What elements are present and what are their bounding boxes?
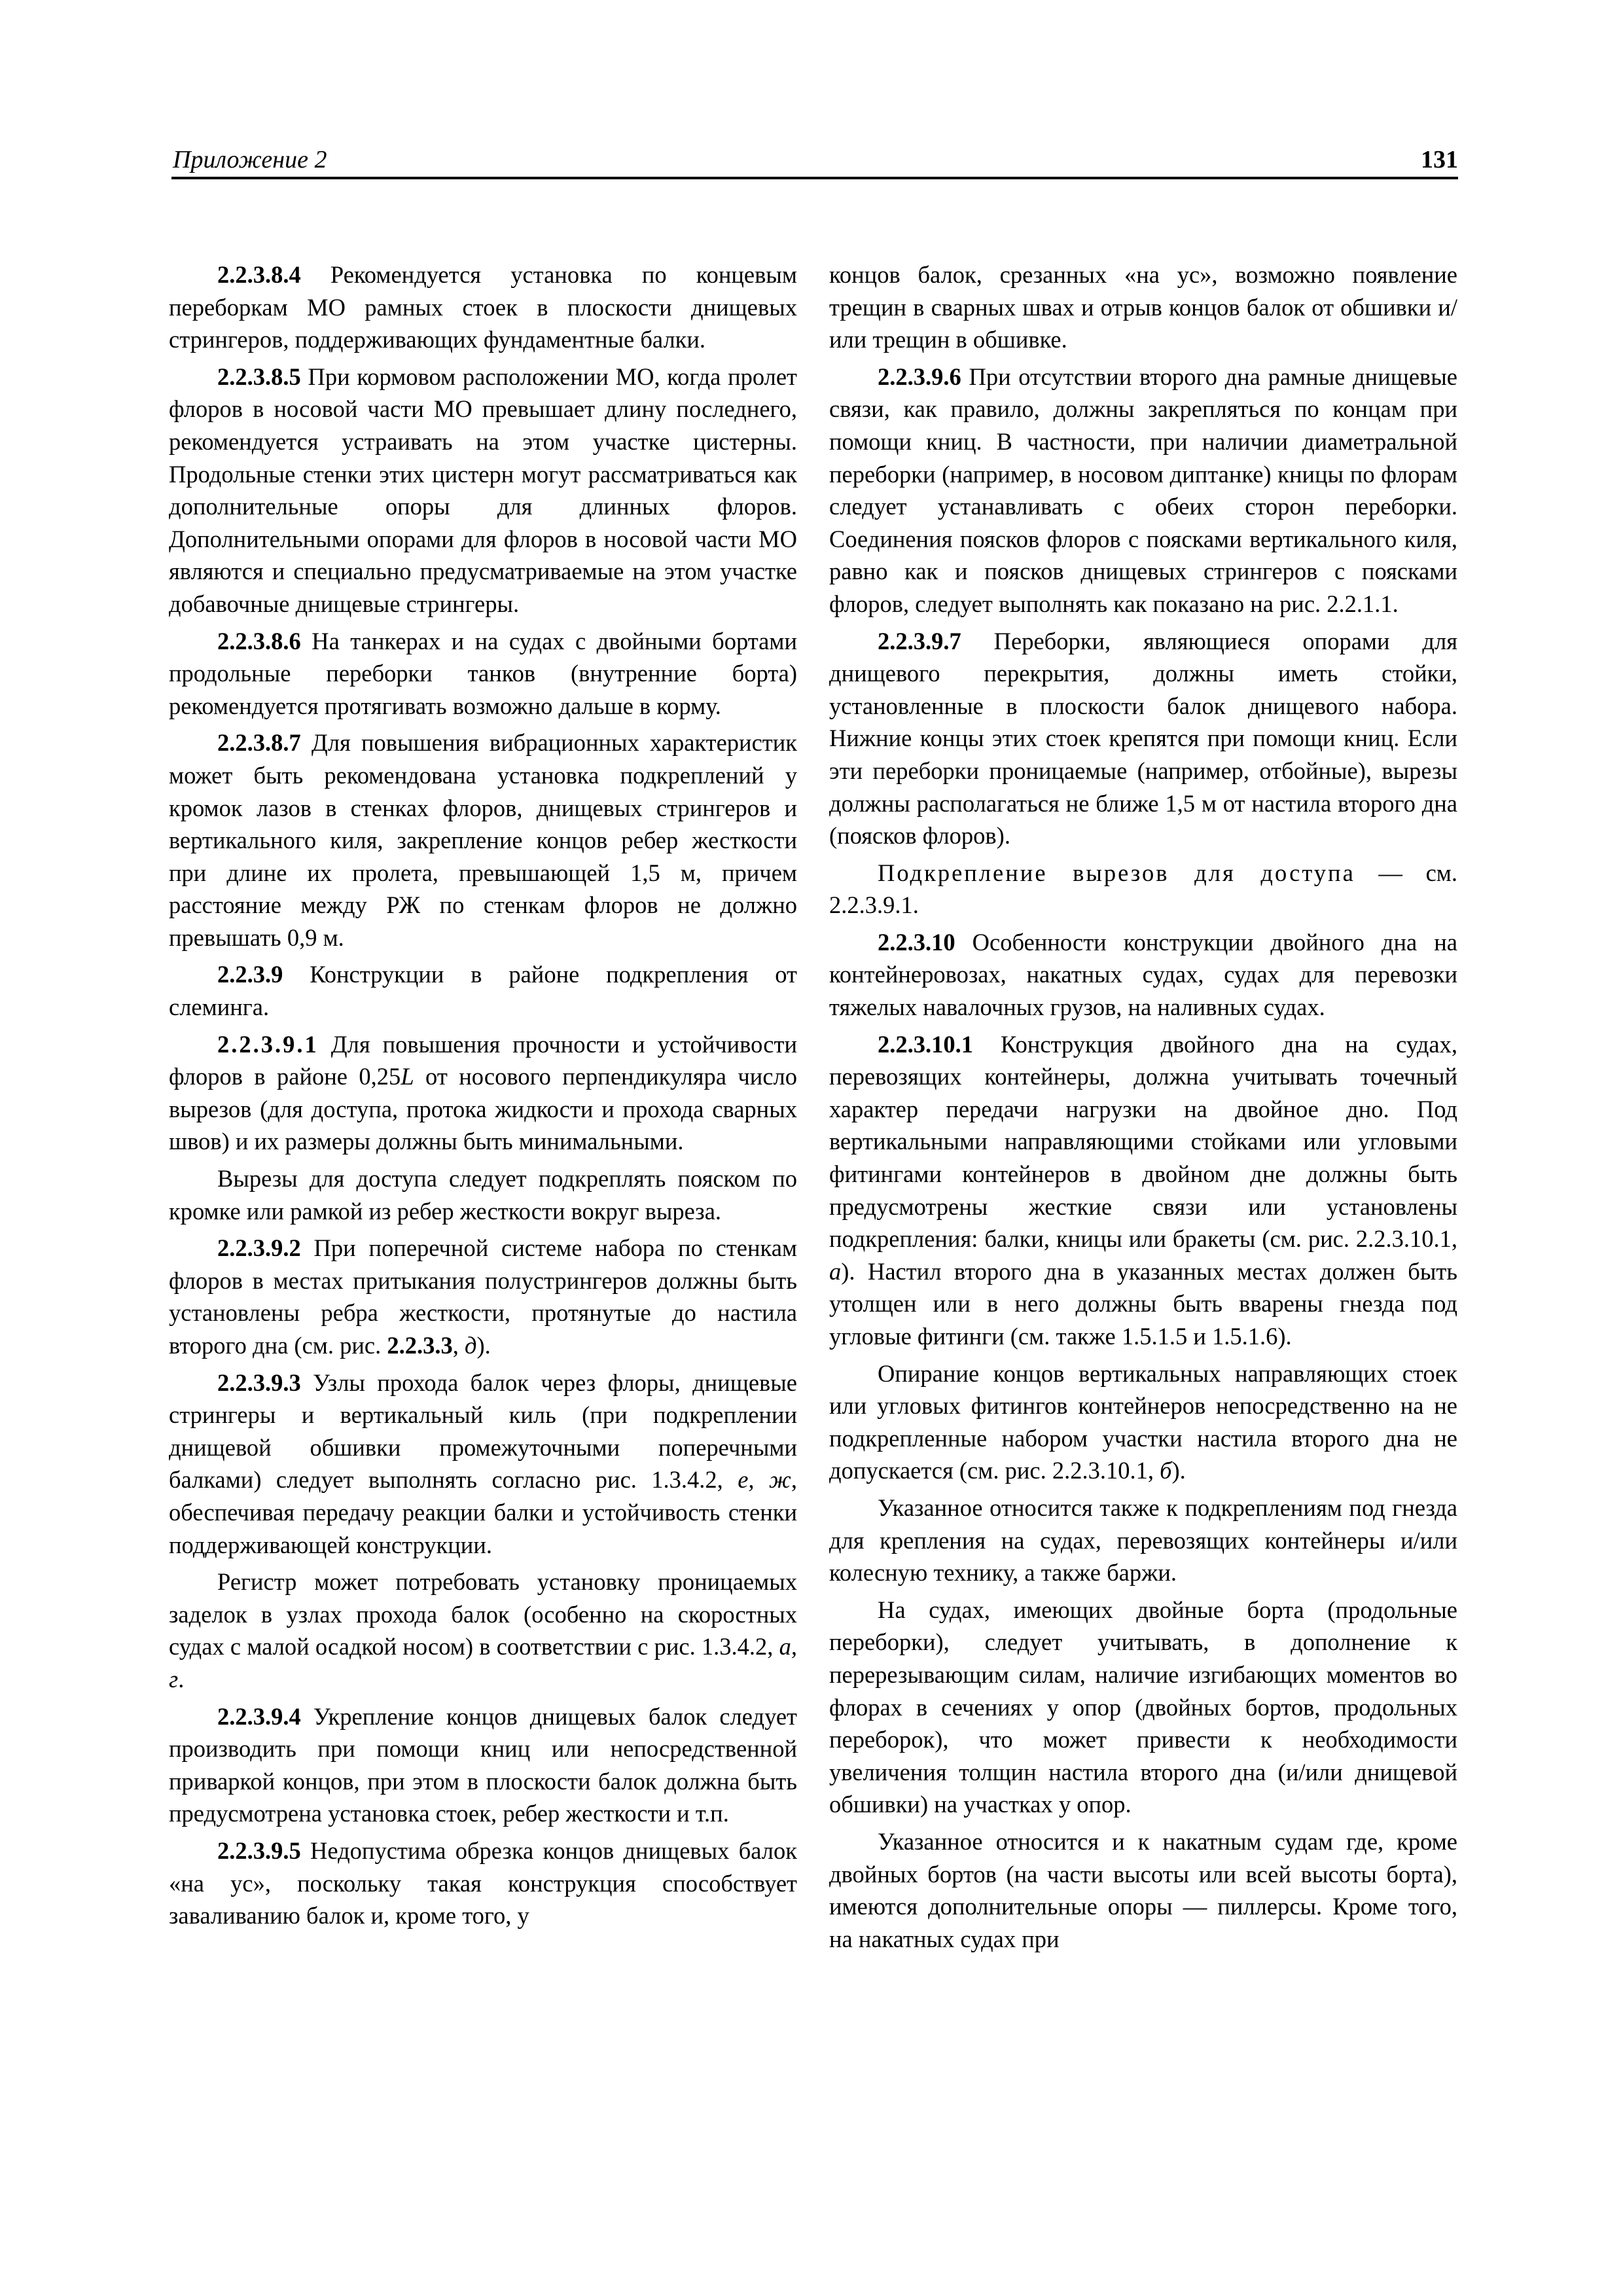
paragraph-2-2-3-9-2: 2.2.3.9.2 При поперечной системе набора по стенкам флоров в местах притыкания полустрингеров должны быть установлены ребра жесткости, протянутые до настила второго дна (см. рис. 2.2.3.3, д). xyxy=(169,1234,797,1359)
paragraph-2-2-3-9-4: 2.2.3.9.4 Укрепление концов днищевых балок следует производить при помощи книц или непосредственной приваркой концов, при этом в плоскости балок должна быть предусмотрена установка стоек, ребер жесткости и т.п. xyxy=(169,1702,797,1827)
paragraph-2-2-3-8-5: 2.2.3.8.5 При кормовом расположении МО, когда пролет флоров в носовой части МО превышает длину последнего, рекомендуется устраивать на этом участке цистерны. Продольные стенки этих цистерн могут рассматриваться как дополнительные опоры для длинных флоров. Дополнительными опорами для флоров в носовой части МО являются и специально предусматриваемые на этом участке добавочные днищевые стрингеры. xyxy=(169,363,797,617)
paragraph-2-2-3-8-7: 2.2.3.8.7 Для повышения вибрационных характеристик может быть рекомендована установка подкреплений у кромок лазов в стенках флоров, днищевых стрингеров и вертикального киля, закрепление концов ребер жесткости при длине их пролета, превышающей 1,5 м, причем расстояние между РЖ по стенкам флоров не должно превышать 0,9 м. xyxy=(169,729,797,951)
left-column xyxy=(169,259,797,1937)
paragraph-2-2-3-9-7: 2.2.3.9.7 Переборки, являющиеся опорами для днищевого перекрытия, должны иметь стойки, установленные в плоскости балок днищевого набора. Нижние концы этих стоек крепятся при помощи книц. Если эти переборки проницаемые (например, отбойные), вырезы должны располагаться не ближе 1,5 м от настила второго дна (поясков флоров). xyxy=(829,627,1457,850)
paragraph-container-support: Опирание концов вертикальных направляющих стоек или угловых фитингов контейнеров непосредственно на не подкрепленные набором участки настила второго дна не допускается (см. рис. 2.2.3.10.1, б). xyxy=(829,1359,1457,1484)
paragraph-2-2-3-8-6: 2.2.3.8.6 На танкерах и на судах с двойными бортами продольные переборки танков (внутренние борта) рекомендуется протягивать возможно дальше в корму. xyxy=(169,627,797,719)
paragraph-2-2-3-9-5: 2.2.3.9.5 Недопустима обрезка концов днищевых балок «на ус», поскольку такая конструкция способствует заваливанию балок и, кроме того, у xyxy=(169,1837,797,1929)
paragraph-2-2-3-9-1: 2.2.3.9.1 Для повышения прочности и устойчивости флоров в районе 0,25L от носового перпендикуляра число вырезов (для доступа, протока жидкости и прохода сварных швов) и их размеры должны быть минимальными. xyxy=(169,1030,797,1155)
paragraph-continuation: концов балок, срезанных «на ус», возможно появление трещин в сварных швах и отрыв концов балок от обшивки и/или трещин в обшивке. xyxy=(829,261,1457,353)
running-header xyxy=(171,143,1458,179)
paragraph-cutout-reinforcement: Подкрепление вырезов для доступа — см. 2.2.3.9.1. xyxy=(829,859,1457,919)
paragraph-2-2-3-9-6: 2.2.3.9.6 При отсутствии второго дна рамные днищевые связи, как правило, должны закрепляться по концам при помощи книц. В частности, при наличии диаметральной переборки (например, в носовом диптанке) кницы по флорам следует устанавливать с обеих сторон переборки. Соединения поясков флоров с поясками вертикального киля, равно как и поясков днищевых стрингеров с поясками флоров, следует выполнять как показано на рис. 2.2.1.1. xyxy=(829,363,1457,617)
header-rule xyxy=(171,177,1458,179)
paragraph-socket-reinforcement: Указанное относится также к подкреплениям под гнезда для крепления на судах, перевозящих контейнеры и/или колесную технику, а также баржи. xyxy=(829,1494,1457,1587)
paragraph-2-2-3-10: 2.2.3.10 Особенности конструкции двойного дна на контейнеровозах, накатных судах, судах для перевозки тяжелых навалочных грузов, на наливных судах. xyxy=(829,928,1457,1021)
paragraph-double-sides: На судах, имеющих двойные борта (продольные переборки), следует учитывать, в дополнение к перерезывающим силам, наличие изгибающих моментов во флорах в сечениях у опор (двойных бортов, продольных переборок), что может привести к необходимости увеличения толщин настила второго дна (и/или днищевой обшивки) на участках у опор. xyxy=(829,1596,1457,1818)
paragraph-2-2-3-10-1: 2.2.3.10.1 Конструкция двойного дна на судах, перевозящих контейнеры, должна учитывать точечный характер передачи нагрузки на двойное дно. Под вертикальными направляющими стойками или угловыми фитингами контейнеров в двойном дне должны быть предусмотрены жесткие связи или установлены подкрепления: балки, кницы или бракеты (см. рис. 2.2.3.10.1, а). Настил второго дна в указанных местах должен быть утолщен или в него должны быть вварены гнезда под угловые фитинги (см. также 1.5.1.5 и 1.5.1.6). xyxy=(829,1030,1457,1350)
paragraph-register-requirement: Регистр может потребовать установку проницаемых заделок в узлах прохода балок (особенно на скоростных судах с малой осадкой носом) в соответствии с рис. 1.3.4.2, а, г. xyxy=(169,1568,797,1693)
paragraph-roro-vessels: Указанное относится и к накатным судам где, кроме двойных бортов (на части высоты или всей высоты борта), имеются дополнительные опоры — пиллерсы. Кроме того, на накатных судах при xyxy=(829,1827,1457,1952)
paragraph-access-cutouts: Вырезы для доступа следует подкреплять пояском по кромке или рамкой из ребер жесткости вокруг выреза. xyxy=(169,1165,797,1225)
section-title: Приложение 2 xyxy=(173,146,327,173)
paragraph-2-2-3-9: 2.2.3.9 Конструкции в районе подкрепления от слеминга. xyxy=(169,961,797,1021)
page-number: 131 xyxy=(1421,146,1458,173)
paragraph-2-2-3-8-4: 2.2.3.8.4 Рекомендуется установка по концевым переборкам МО рамных стоек в плоскости днищевых стрингеров, поддерживающих фундаментные балки. xyxy=(169,261,797,353)
paragraph-2-2-3-9-3: 2.2.3.9.3 Узлы прохода балок через флоры, днищевые стрингеры и вертикальный киль (при подкреплении днищевой обшивки промежуточными поперечными балками) следует выполнять согласно рис. 1.3.4.2, е, ж, обеспечивая передачу реакции балки и устойчивость стенки поддерживающей конструкции. xyxy=(169,1369,797,1558)
right-column xyxy=(829,259,1457,1960)
